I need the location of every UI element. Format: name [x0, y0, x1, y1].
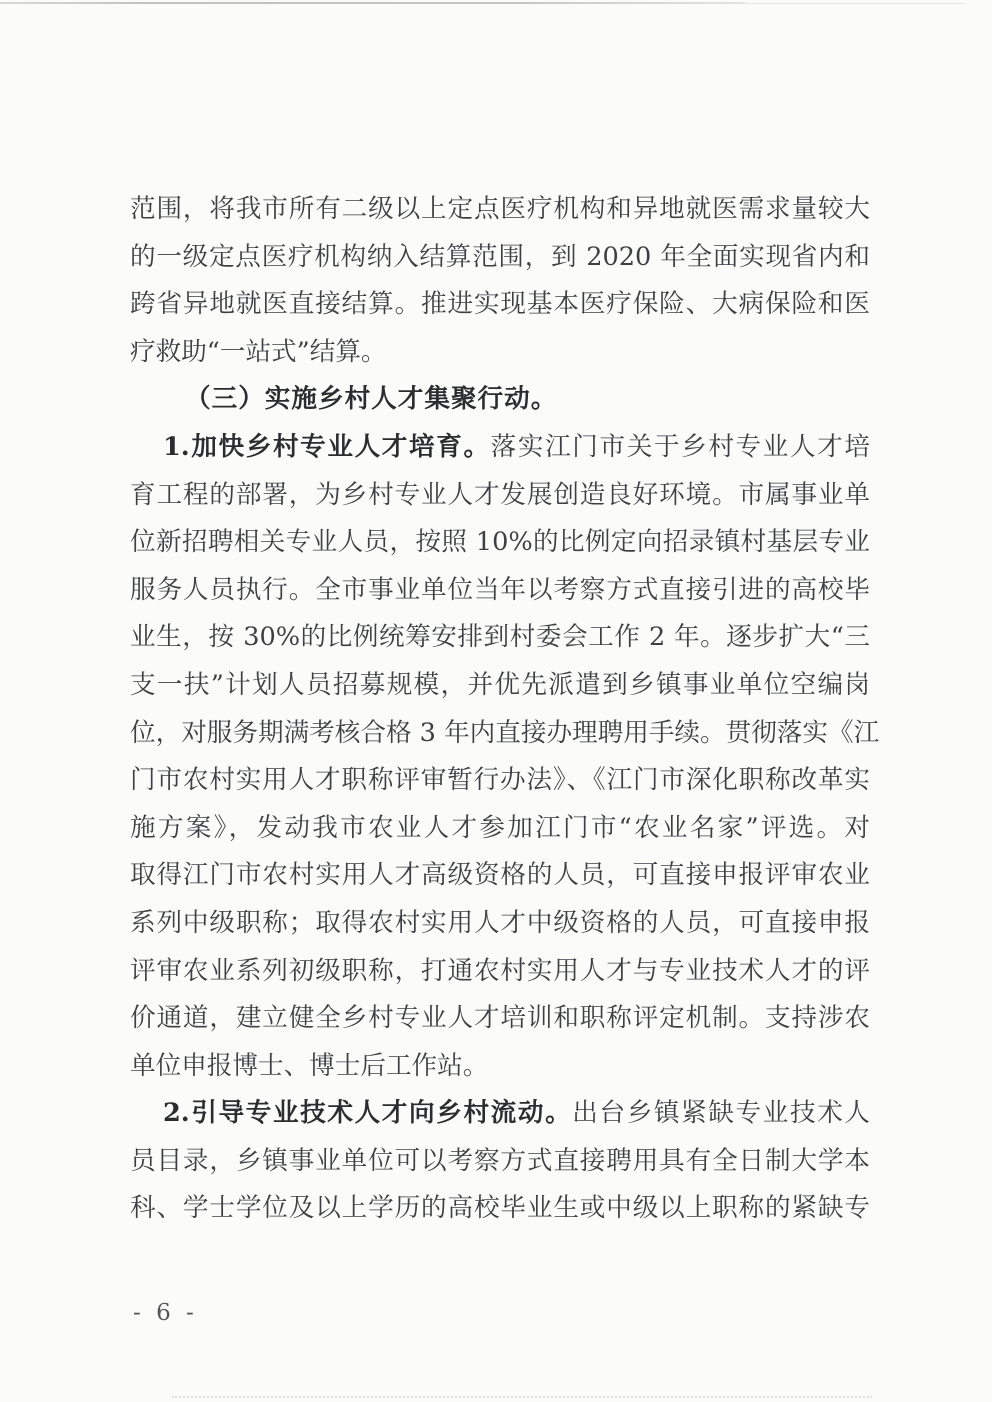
text-line: 价通道，建立健全乡村专业人才培训和职称评定机制。支持涉农	[130, 1003, 870, 1034]
text-line: 评审农业系列初级职称，打通农村实用人才与专业技术人才的评	[130, 955, 870, 986]
text-line: 系列中级职称；取得农村实用人才中级资格的人员，可直接申报	[130, 907, 870, 938]
text-line: 位，对服务期满考核合格 3 年内直接办理聘用手续。贯彻落实《江	[130, 717, 880, 748]
text-line	[130, 1090, 870, 1138]
text-line: 服务人员执行。全市事业单位当年以考察方式直接引进的高校毕	[130, 574, 870, 605]
bold-lead-text: 2.引导专业技术人才向乡村流动。	[163, 1098, 573, 1129]
text-line	[130, 424, 870, 472]
bold-lead-text: （三）实施乡村人才集聚行动。	[185, 384, 558, 415]
document-text-block	[130, 186, 880, 1233]
text-line: 育工程的部署，为乡村专业人才发展创造良好环境。市属事业单	[130, 479, 870, 510]
text-line: 员目录，乡镇事业单位可以考察方式直接聘用具有全日制大学本	[130, 1145, 870, 1176]
text-line: 科、学士学位及以上学历的高校毕业生或中级以上职称的紧缺专	[130, 1193, 870, 1224]
text-line: 门市农村实用人才职称评审暂行办法》、《江门市深化职称改革实	[130, 765, 870, 796]
scan-artifact-top-line-faint	[745, 3, 965, 4]
text-line: 范围，将我市所有二级以上定点医疗机构和异地就医需求量较大	[130, 194, 870, 224]
section-heading-line	[130, 376, 870, 424]
text-line: 单位申报博士、博士后工作站。	[130, 1050, 489, 1081]
text-line: 施方案》，发动我市农业人才参加江门市“农业名家”评选。对	[130, 812, 870, 843]
scan-artifact-top-line	[0, 2, 745, 4]
body-text: 落实江门市关于乡村专业人才培	[490, 431, 870, 462]
bold-lead-text: 1.加快乡村专业人才培育。	[163, 431, 491, 462]
page-number: - 6 -	[133, 1300, 198, 1326]
body-text: 出台乡镇紧缺专业技术人	[572, 1098, 870, 1129]
scan-artifact-bottom-line	[172, 1396, 872, 1398]
text-line: 位新招聘相关专业人员，按照 10%的比例定向招录镇村基层专业	[130, 527, 870, 558]
text-line: 跨省异地就医直接结算。推进实现基本医疗保险、大病保险和医	[130, 289, 870, 320]
text-line: 取得江门市农村实用人才高级资格的人员，可直接申报评审农业	[130, 860, 870, 891]
text-line: 的一级定点医疗机构纳入结算范围，到 2020 年全面实现省内和	[130, 241, 870, 272]
text-line: 疗救助“一站式”结算。	[130, 336, 387, 367]
text-line: 业生，按 30%的比例统筹安排到村委会工作 2 年。逐步扩大“三	[130, 622, 870, 653]
text-line: 支一扶”计划人员招募规模，并优先派遣到乡镇事业单位空编岗	[130, 669, 870, 700]
